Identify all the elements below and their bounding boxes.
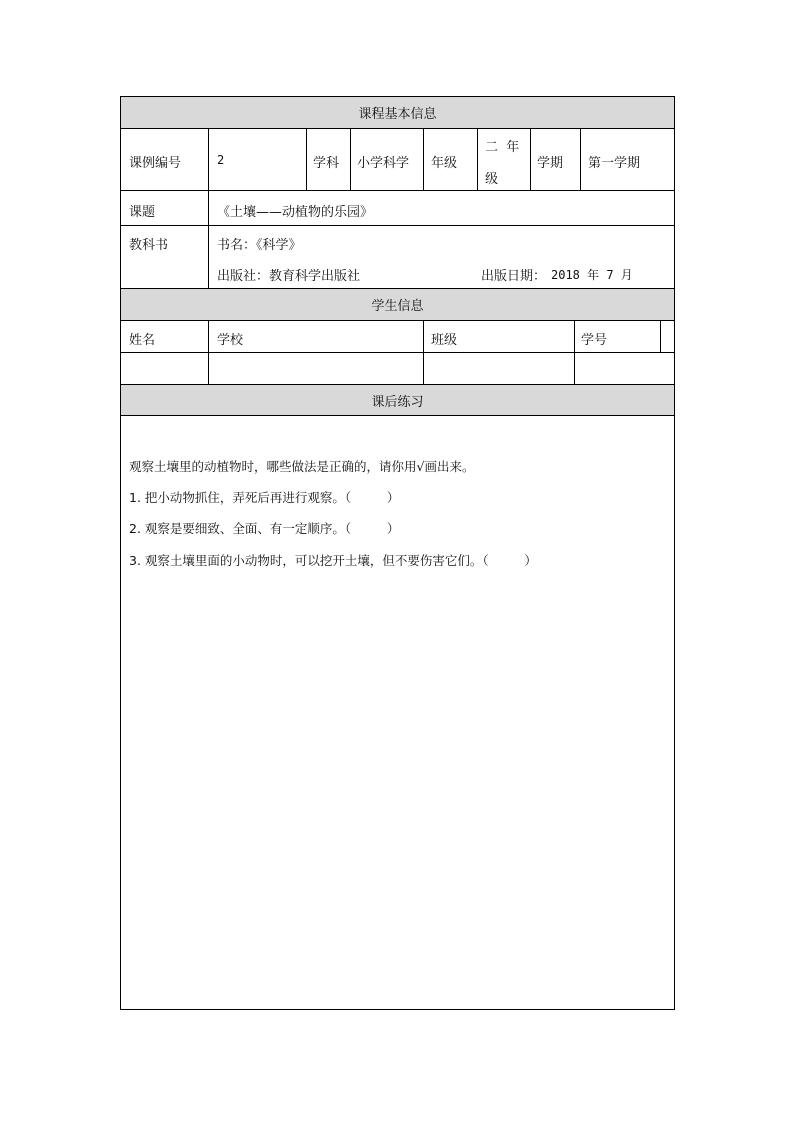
course-info-header: 课程基本信息 bbox=[121, 97, 674, 128]
grade-label: 年级 bbox=[431, 156, 458, 171]
topic-label: 课题 bbox=[129, 205, 156, 220]
name-label: 姓名 bbox=[129, 333, 156, 348]
grade-value-line1: 二 年 bbox=[485, 140, 520, 155]
class-label: 班级 bbox=[431, 333, 458, 348]
student-info-header: 学生信息 bbox=[121, 289, 674, 320]
subject-value: 小学科学 bbox=[357, 156, 410, 171]
exercise-question-2: 2. 观察是要细致、全面、有一定顺序。（ ） bbox=[129, 521, 400, 536]
publish-date-value: 2018 年 7 月 bbox=[551, 268, 633, 282]
publish-date-label: 出版日期： bbox=[481, 269, 547, 284]
case-no-label: 课例编号 bbox=[129, 156, 182, 171]
exercise-prompt: 观察土壤里的动植物时，哪些做法是正确的，请你用√画出来。 bbox=[129, 459, 475, 474]
textbook-label: 教科书 bbox=[129, 238, 169, 253]
subject-label: 学科 bbox=[313, 156, 340, 171]
exercise-question-1: 1. 把小动物抓住，弄死后再进行观察。（ ） bbox=[129, 490, 400, 505]
exercise-question-3: 3. 观察土壤里面的小动物时，可以挖开土壤，但不要伤害它们。（ ） bbox=[129, 553, 537, 568]
term-label: 学期 bbox=[537, 156, 564, 171]
book-name: 书名：《科学》 bbox=[217, 238, 302, 253]
case-no-value: 2 bbox=[217, 153, 225, 167]
exercise-header: 课后练习 bbox=[121, 385, 674, 415]
topic-value: 《土壤——动植物的乐园》 bbox=[217, 205, 374, 220]
publisher: 出版社：教育科学出版社 bbox=[217, 269, 361, 284]
school-label: 学校 bbox=[217, 333, 244, 348]
grade-value-line2: 级 bbox=[485, 172, 499, 187]
lesson-record-table bbox=[120, 96, 675, 1010]
student-no-label: 学号 bbox=[581, 333, 608, 348]
term-value: 第一学期 bbox=[588, 156, 641, 171]
